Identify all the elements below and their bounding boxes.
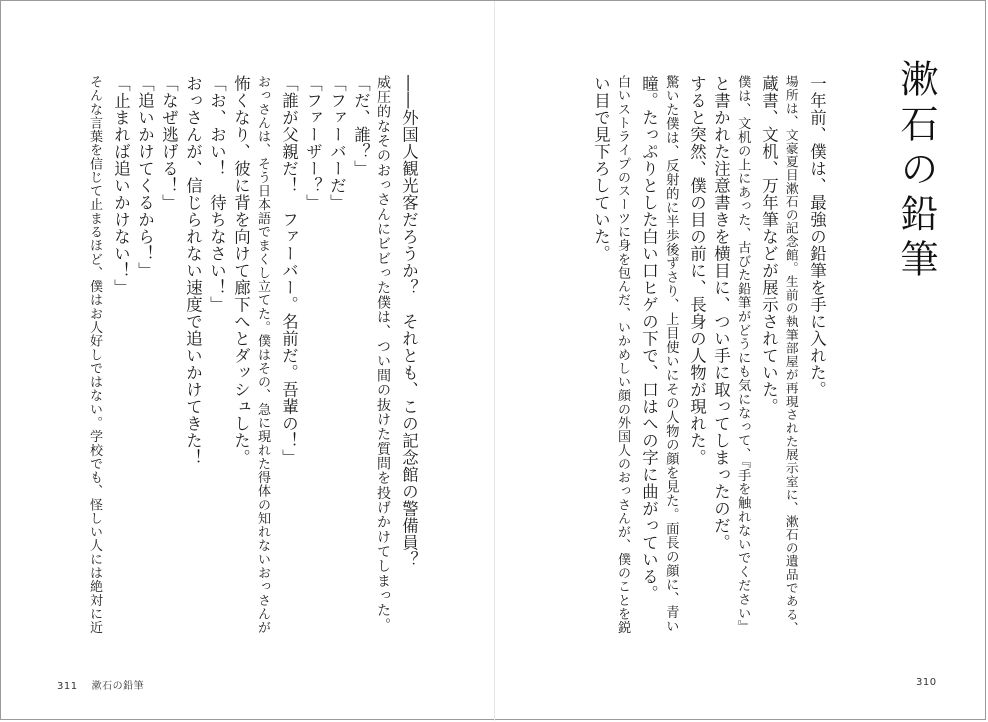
text-line: すると突然、僕の目の前に、長身の人物が現れた。: [687, 75, 707, 466]
text-line: 「ファーザー？」: [303, 75, 323, 211]
right-folio: [916, 677, 937, 688]
text-line: 一年前、僕は、最強の鉛筆を手に入れた。: [807, 75, 827, 398]
text-line: 「お、おい！ 待ちなさい！」: [207, 75, 227, 313]
running-head: 漱石の鉛筆: [91, 681, 145, 692]
chapter-title: 漱石の鉛筆: [894, 59, 938, 284]
text-line: 「止まれば追いかけない！」: [111, 75, 131, 296]
text-line: い目で見下ろしていた。: [591, 75, 611, 262]
page-gutter: [494, 1, 495, 721]
text-line: 威圧的なそのおっさんにビビった僕は、つい間の抜けた質問を投げかけてしまった。: [375, 75, 392, 633]
text-line: 「誰が父親だ！ ファーバー。名前だ。吾輩の！」: [279, 75, 299, 466]
text-line: 「ファーバーだ」: [327, 75, 347, 211]
text-line: 瞳。たっぷりとした白い口ヒゲの下で、口はへの字に曲がっている。: [639, 75, 659, 602]
text-line: 怖くなり、彼に背を向けて廊下へとダッシュした。: [231, 75, 251, 466]
page-number: 310: [916, 677, 937, 688]
text-line: 場所は、文豪夏目漱石の記念館。生前の執筆部屋が再現された展示室に、漱石の遺品である、: [783, 75, 799, 635]
left-folio: [57, 677, 144, 692]
page-number: 311: [57, 681, 78, 692]
text-line: 「だ、誰？」: [351, 75, 371, 177]
text-line: 「なぜ逃げる！」: [159, 75, 179, 211]
text-line: 僕は、文机の上にあった、古びた鉛筆がどうにも気になって、『手を触れないでください』: [735, 75, 751, 634]
text-line: そんな言葉を信じて止まるほど、僕はお人好しではない。学校でも、怪しい人には絶対に近: [87, 75, 103, 635]
text-line: と書かれた注意書きを横目に、つい手に取ってしまったのだ。: [711, 75, 731, 551]
text-line: おっさんが、信じられない速度で追いかけてきた！: [183, 75, 203, 466]
text-line: おっさんは、そう日本語でまくし立てた。僕はその、急に現れた得体の知れないおっさんが: [255, 75, 271, 635]
text-line: 蔵書、文机、万年筆などが展示されていた。: [759, 75, 779, 415]
text-line: 「追いかけてくるから！」: [135, 75, 155, 279]
text-line: 驚いた僕は、反射的に半歩後ずさり、上目使いにその人物の顔を見た。面長の顔に、青い: [663, 75, 679, 634]
text-line: 白いストライプのスーツに身を包んだ、いかめしい顔の外国人のおっさんが、僕のことを鋭: [615, 75, 631, 635]
text-line: ――外国人観光客だろうか？ それとも、この記念館の警備員？: [399, 75, 419, 568]
